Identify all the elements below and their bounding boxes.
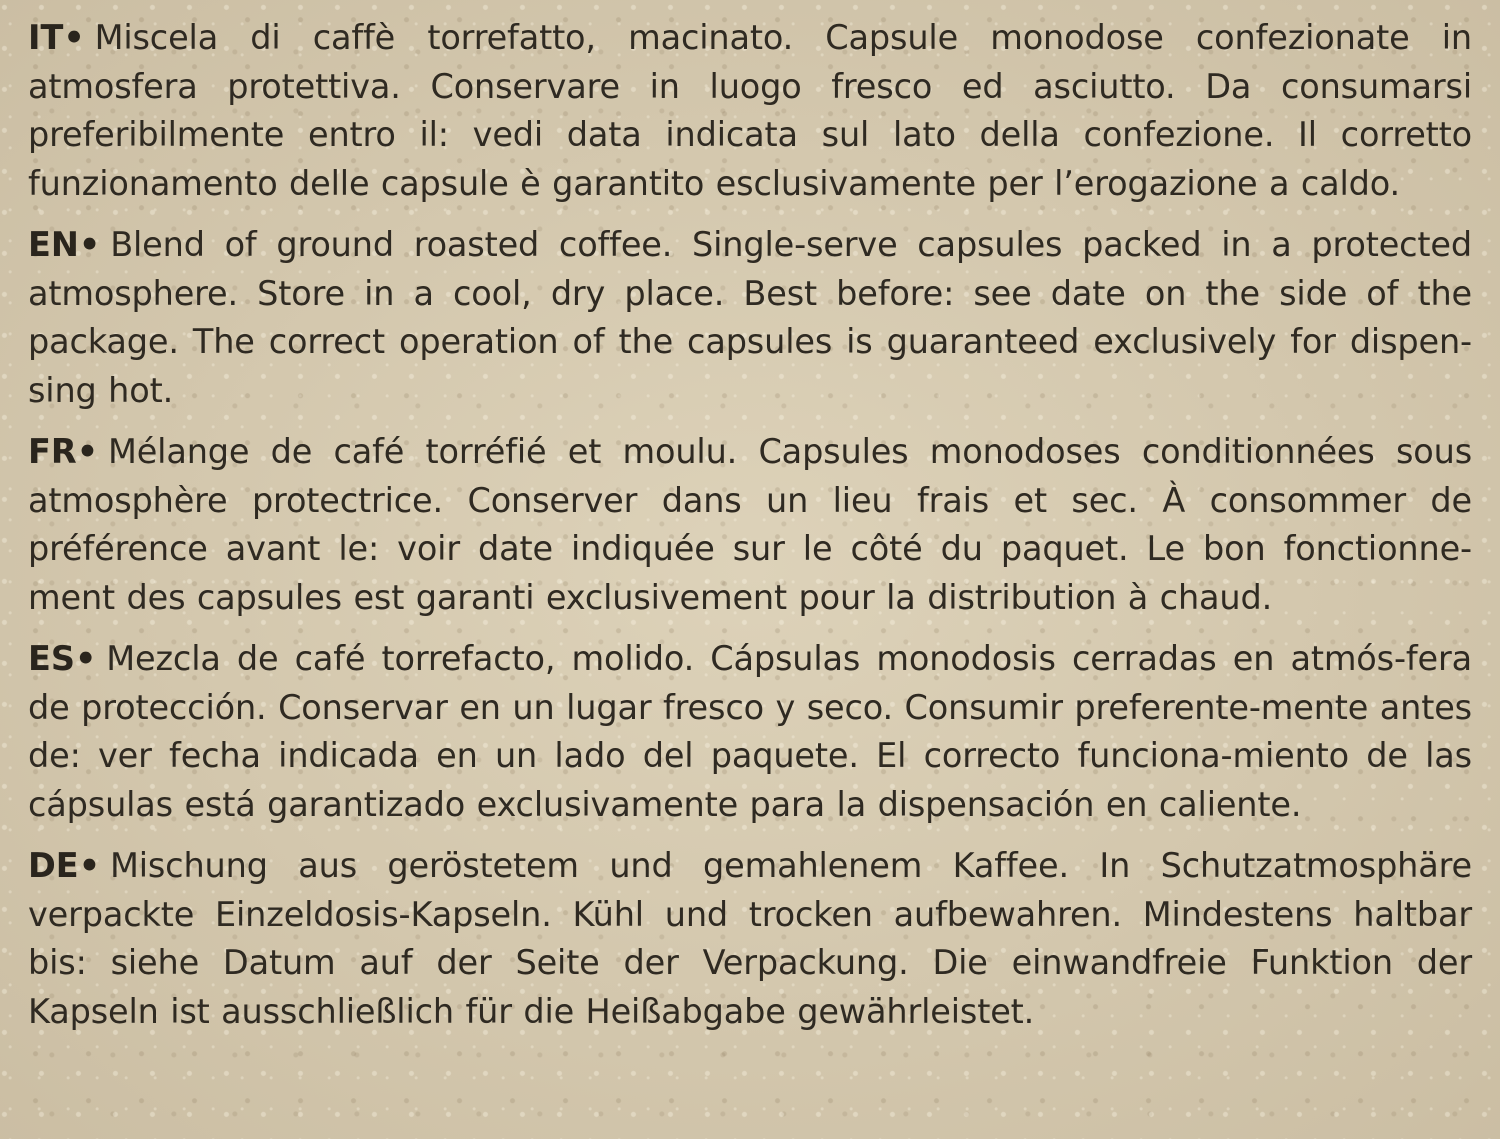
bullet-icon: •: [78, 846, 100, 885]
language-code: ES: [28, 639, 76, 678]
section-text: Mezcla de café torrefacto, molido. Cápsulas monodosis cerradas en atmós-fera de protección. Conservar en un lugar fresco y seco. Consumir preferente-mente antes de: ver fecha indicada en un lado del paquete. El correcto funciona-miento de las cápsulas está garantizado exclusivamente para la dispensación en caliente.: [28, 639, 1472, 824]
section-de: [28, 842, 1472, 1036]
section-text: Mélange de café torréfié et moulu. Capsules monodoses conditionnées sous atmosphère protectrice. Conserver dans un lieu frais et sec. À consommer de préférence avant le: voir date indiquée sur le côté du paquet. Le bon fonctionne-ment des capsules est garanti exclusivement pour la distribution à chaud.: [28, 432, 1472, 617]
bullet-icon: •: [78, 225, 101, 264]
bullet-icon: •: [75, 639, 97, 678]
language-code: IT: [28, 18, 64, 57]
language-code: DE: [28, 846, 79, 885]
section-it: [28, 14, 1472, 208]
language-code: EN: [28, 225, 79, 264]
bullet-icon: •: [63, 18, 85, 57]
section-text: Mischung aus geröstetem und gemahlenem Kaffee. In Schutzatmosphäre verpackte Einzeldosis-Kapseln. Kühl und trocken aufbewahren. Mindestens haltbar bis: siehe Datum auf der Seite der Verpackung. Die einwandfreie Funktion der Kapseln ist ausschließlich für die Heißabgabe gewährleistet.: [28, 846, 1472, 1031]
section-text: Miscela di caffè torrefatto, macinato. Capsule monodose confezionate in atmosfera protettiva. Conservare in luogo fresco ed asciutto. Da consumarsi preferibilmente entro il: vedi data indicata sul lato della confezione. Il corretto funzionamento delle capsule è garantito esclusivamente per l’erogazione a caldo.: [28, 18, 1472, 203]
section-fr: [28, 428, 1472, 622]
language-code: FR: [28, 432, 77, 471]
section-text: Blend of ground roasted coffee. Single-serve capsules packed in a protected atmosphere. Store in a cool, dry place. Best before: see date on the side of the package. The correct operation of the capsules is guaranteed exclusively for dispen-sing hot.: [28, 225, 1472, 410]
bullet-icon: •: [76, 432, 98, 471]
section-en: [28, 221, 1472, 415]
section-es: [28, 635, 1472, 829]
label-text-panel: [28, 14, 1472, 1124]
